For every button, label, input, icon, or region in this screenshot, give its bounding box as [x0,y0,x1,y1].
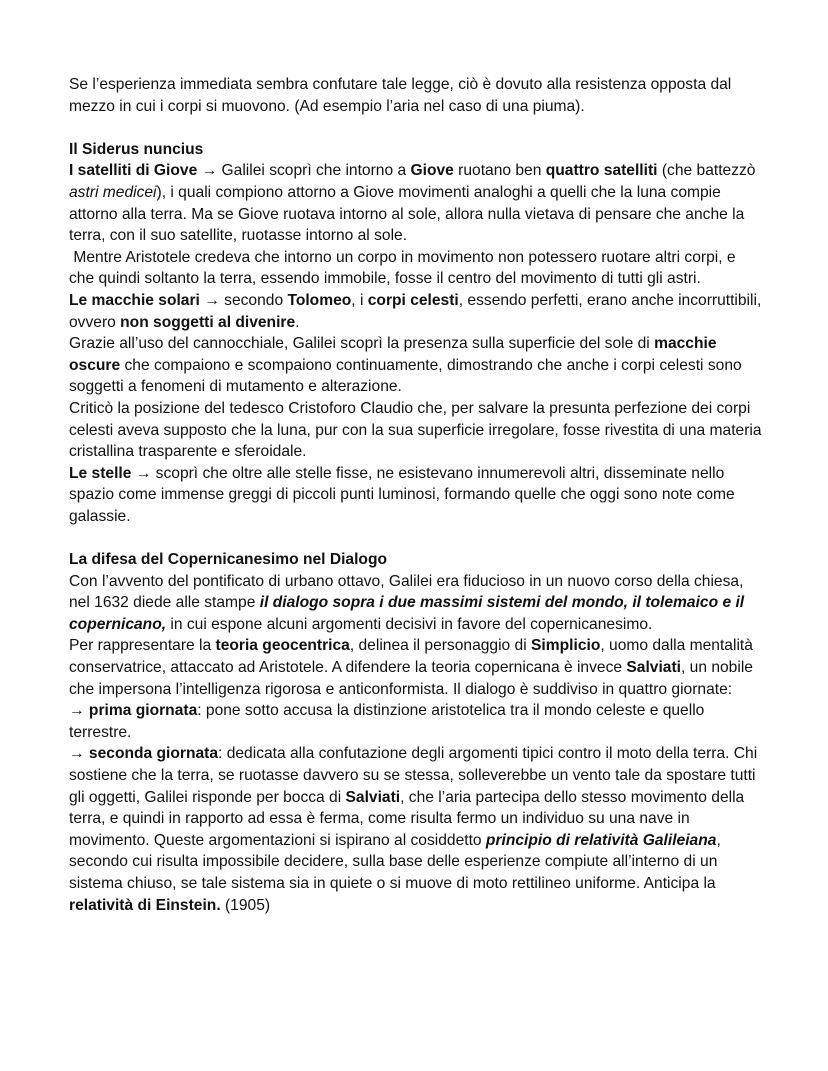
bold-span: Tolomeo [287,291,352,309]
bold-span: macchie oscure [69,335,717,374]
text-span: , uomo dalla mentalità conservatrice, attaccato ad Aristotele. A difendere la teoria copernicana è invece [69,637,753,677]
text-span: Con l’avvento del pontificato di urbano ottavo, Galilei era fiducioso in un nuovo corso della chiesa, nel 1632 diede alle stampe [69,572,744,612]
bold-span: Simplicio [531,637,601,655]
text-span: (1905) [220,896,271,914]
term-stelle: Le stelle [69,464,132,482]
arrow: → [131,464,156,482]
paragraph-dialogo [69,571,764,636]
text-span: : dedicata alla confutazione degli argomenti tipici contro il moto della terra. Chi sostiene che la terra, se ruotasse davvero su se stessa, solleverebbe un vento tale da spostare tutti gli oggetti, Galilei risponde per bocca di [69,745,758,806]
spacer [69,527,764,549]
italic-span: astri medicei [69,183,157,201]
intro-paragraph: Se l’esperienza immediata sembra confutare tale legge, ciò è dovuto alla resistenza opposta dal mezzo in cui i corpi si muovono. (Ad esempio l’aria nel caso di una piuma). [69,76,732,115]
spacer [69,117,764,139]
paragraph-prima-giornata [69,700,764,743]
bold-span: quattro satelliti [545,162,658,180]
text-span: . [295,313,300,331]
paragraph-cannocchiale [69,333,764,398]
bold-span: Giove [410,162,454,180]
arrow: → [199,291,225,309]
text-span: che compaiono e scompaiono continuamente, dimostrando che anche i corpi celesti sono soggetti a fenomeni di mutamento e alterazione. [69,356,742,396]
text-span: secondo [224,291,288,309]
text-span: ), i quali compiono attorno a Giove movimenti analoghi a quelli che la luna compie attorno alla terra. Ma se Giove ruotava intorno al sole, allora nulla vietava di pensare che anche la terra, con il suo satellite, ruotasse intorno al sole. [69,183,745,245]
paragraph-personaggi [69,635,764,700]
bold-span: Salviati [345,788,401,806]
bold-span: relatività di Einstein. [69,896,221,914]
text-span: , i [351,291,368,309]
text-span: : pone sotto accusa la distinzione aristotelica tra il mondo celeste e quello terrestre. [69,702,705,741]
term-satelliti: I satelliti di Giove [69,162,198,180]
text-span: ruotano ben [453,162,546,180]
bold-span: corpi celesti [367,291,459,309]
text-span: in cui espone alcuni argomenti decisivi in favore del copernicanesimo. [166,615,653,633]
paragraph-aristotele: Mentre Aristotele credeva che intorno un corpo in movimento non potessero ruotare altri corpi, e che quindi soltanto la terra, essendo immobile, fosse il centro del movimento di tutti gli astri. [69,248,740,288]
text-span: scoprì che oltre alle stelle fisse, ne esistevano innumerevoli altri, disseminate nello spazio come immense greggi di piccoli punti luminosi, formando quelle che oggi sono note come galassie. [69,464,735,525]
paragraph-seconda-giornata [69,743,764,916]
section-heading-difesa: La difesa del Copernicanesimo nel Dialogo [69,551,388,569]
bold-italic-span: il dialogo sopra i due massimi sistemi del mondo, il tolemaico e il copernicano, [69,594,745,633]
paragraph-macchie [69,290,764,333]
paragraph-claudio: Criticò la posizione del tedesco Cristoforo Claudio che, per salvare la presunta perfezione dei corpi celesti aveva supposto che la luna, pur con la sua superficie irregolare, fosse rivestita di una materia cristallina trasparente e sferoidale. [69,399,762,461]
bold-span: non soggetti al divenire [120,313,296,331]
text-span: Galilei scoprì che intorno a [221,162,411,180]
text-span: , secondo cui risulta impossibile decidere, sulla base delle esperienze compiute all’interno di un sistema chiuso, se tale sistema sia in quiete o si muove di moto rettilineo uniforme. Anticipa la [69,831,721,892]
term-prima-giornata: → prima giornata [69,702,198,720]
bold-span: Salviati [626,659,681,677]
text-span: , delinea il personaggio di [349,637,532,655]
text-span: , un nobile che impersona l’intelligenza rigorosa e anticonformista. Il dialogo è suddiviso in quattro giornate: [69,659,753,698]
arrow: → [197,162,222,180]
term-seconda-giornata: → seconda giornata [69,745,219,763]
section-heading-sidereus: Il Siderus nuncius [69,140,204,158]
text-span: (che battezzò [657,162,756,180]
text-span: Grazie all’uso del cannocchiale, Galilei scoprì la presenza sulla superficie del sole di [69,335,655,353]
term-macchie: Le macchie solari [69,291,200,309]
paragraph-satelliti [69,160,764,246]
paragraph-stelle [69,463,764,528]
text-span: , che l’aria partecipa dello stesso movimento della terra, e quindi in rapporto ad essa è ferma, come risulta fermo un individuo su una nave in movimento. Queste argomentazioni si ispirano al cosiddetto [69,788,745,849]
bold-italic-span: principio di relatività Galileiana [485,831,717,849]
text-span: , essendo perfetti, erano anche incorruttibili, ovvero [69,291,762,331]
bold-span: teoria geocentrica [215,637,350,655]
text-span: Per rappresentare la [69,637,216,655]
